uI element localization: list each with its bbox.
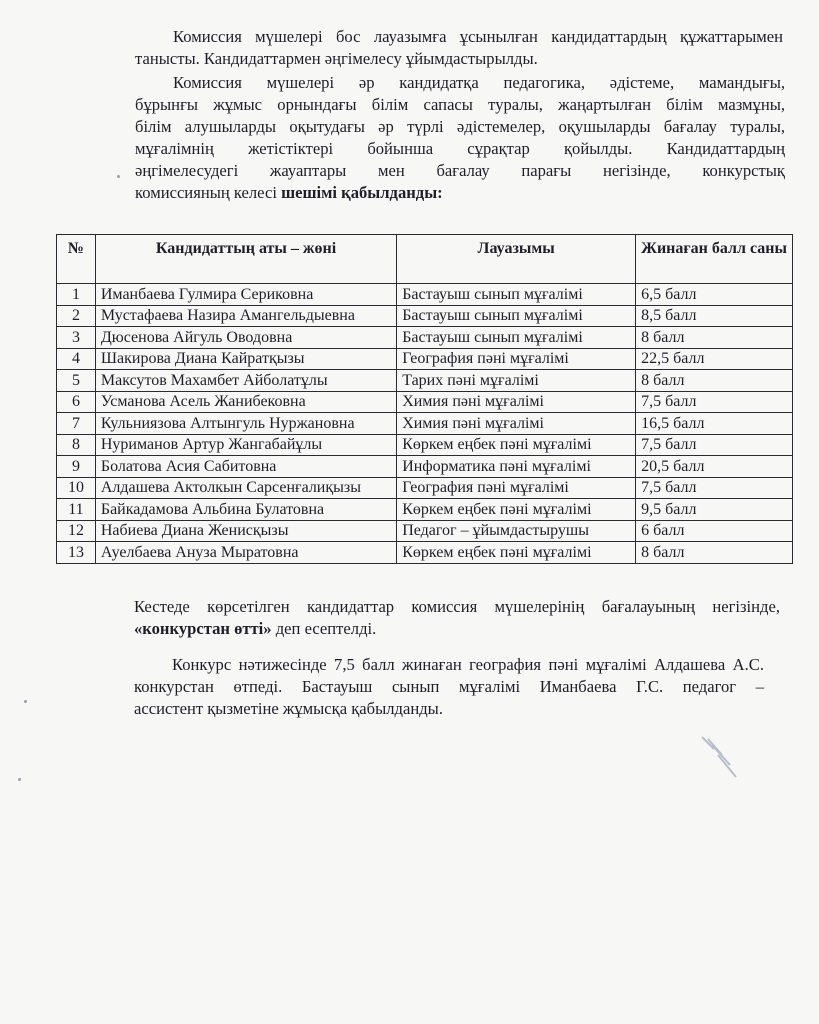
candidates-table (56, 234, 793, 564)
candidate-name: Набиева Диана Женисқызы (95, 520, 396, 542)
score: 6 балл (636, 520, 793, 542)
table-row (57, 434, 793, 456)
position: Бастауыш сынып мұғалімі (397, 284, 636, 306)
position: Химия пәні мұғалімі (397, 391, 636, 413)
score: 7,5 балл (636, 391, 793, 413)
table-row (57, 499, 793, 521)
row-number: 1 (57, 284, 96, 306)
scan-speck (24, 700, 27, 703)
candidate-name: Ауелбаева Ануза Мыратовна (95, 542, 396, 564)
score: 7,5 балл (636, 434, 793, 456)
position: Химия пәні мұғалімі (397, 413, 636, 435)
header-position: Лауазымы (397, 235, 636, 284)
score: 8 балл (636, 370, 793, 392)
candidate-name: Болатова Асия Сабитовна (95, 456, 396, 478)
text-line: Комиссия мүшелері әр кандидатқа педагогика, әдістеме, мамандығы, (173, 73, 785, 92)
table-row (57, 348, 793, 370)
candidate-name: Шакирова Диана Кайратқызы (95, 348, 396, 370)
table-row (57, 284, 793, 306)
score: 8 балл (636, 327, 793, 349)
intro-paragraph-2 (135, 72, 785, 204)
candidate-name: Алдашева Актолкын Сарсенғалиқызы (95, 477, 396, 499)
table-row (57, 542, 793, 564)
row-number: 10 (57, 477, 96, 499)
row-number: 3 (57, 327, 96, 349)
table-header-row (57, 235, 793, 284)
text-line: әңгімелесудегі жауаптары мен бағалау парағы негізінде, конкурстық (135, 161, 785, 180)
position: География пәні мұғалімі (397, 348, 636, 370)
row-number: 13 (57, 542, 96, 564)
text-line: конкурстан өтпеді. Бастауыш сынып мұғалімі Иманбаева Г.С. педагог – (134, 677, 764, 696)
score: 7,5 балл (636, 477, 793, 499)
header-candidate-name: Кандидаттың аты – жөні (95, 235, 396, 284)
pen-mark (700, 735, 740, 780)
position: Информатика пәні мұғалімі (397, 456, 636, 478)
table-row (57, 413, 793, 435)
candidate-name: Максутов Махамбет Айболатұлы (95, 370, 396, 392)
text-line: білім алушыларды оқытудағы әр түрлі әдістемелер, оқушыларды бағалау туралы, (135, 117, 785, 136)
row-number: 5 (57, 370, 96, 392)
row-number: 8 (57, 434, 96, 456)
candidate-name: Мустафаева Назира Амангельдыевна (95, 305, 396, 327)
text-line: ассистент қызметіне жұмысқа қабылданды. (134, 699, 443, 718)
position: Көркем еңбек пәні мұғалімі (397, 434, 636, 456)
table-row (57, 477, 793, 499)
score: 20,5 балл (636, 456, 793, 478)
score: 6,5 балл (636, 284, 793, 306)
score: 8,5 балл (636, 305, 793, 327)
table-row (57, 370, 793, 392)
row-number: 4 (57, 348, 96, 370)
row-number: 11 (57, 499, 96, 521)
table-row (57, 520, 793, 542)
table-row (57, 391, 793, 413)
conclusion-paragraph-1 (134, 596, 780, 640)
conclusion-paragraph-2 (134, 654, 764, 720)
text-line (135, 182, 785, 204)
text-line: Кестеде көрсетілген кандидаттар комиссия мүшелерінің бағалауының негізінде, (134, 597, 780, 616)
position: Тарих пәні мұғалімі (397, 370, 636, 392)
position: Көркем еңбек пәні мұғалімі (397, 499, 636, 521)
candidate-name: Нуриманов Артур Жангабайұлы (95, 434, 396, 456)
position: Бастауыш сынып мұғалімі (397, 305, 636, 327)
candidate-name: Байкадамова Альбина Булатовна (95, 499, 396, 521)
score: 8 балл (636, 542, 793, 564)
score: 9,5 балл (636, 499, 793, 521)
decision-prefix: комиссияның келесі (135, 183, 282, 202)
decision-bold: шешімі қабылданды: (281, 183, 443, 202)
scan-speck (18, 778, 21, 781)
candidate-name: Кульниязова Алтынгуль Нуржановна (95, 413, 396, 435)
text-line: Конкурс нәтижесінде 7,5 балл жинаған география пәні мұғалімі Алдашева А.С. (172, 655, 764, 674)
position: Бастауыш сынып мұғалімі (397, 327, 636, 349)
row-number: 12 (57, 520, 96, 542)
text-line: мұғалімнің жетістіктері бойынша сұрақтар қойылды. Кандидаттардың (135, 139, 785, 158)
candidate-name: Дюсенова Айгуль Оводовна (95, 327, 396, 349)
candidate-name: Усманова Асель Жанибековна (95, 391, 396, 413)
position: Педагог – ұйымдастырушы (397, 520, 636, 542)
row-number: 9 (57, 456, 96, 478)
header-number: № (57, 235, 96, 284)
text-line (134, 618, 780, 640)
candidate-name: Иманбаева Гулмира Сериковна (95, 284, 396, 306)
scan-speck (117, 175, 120, 178)
row-number: 2 (57, 305, 96, 327)
table-row (57, 327, 793, 349)
text-line: бұрынғы жұмыс орнындағы білім сапасы туралы, жаңартылған білім мазмұны, (135, 95, 785, 114)
table-row (57, 305, 793, 327)
score: 22,5 балл (636, 348, 793, 370)
row-number: 6 (57, 391, 96, 413)
passed-rest: деп есептелді. (271, 619, 377, 638)
position: География пәні мұғалімі (397, 477, 636, 499)
score: 16,5 балл (636, 413, 793, 435)
passed-bold: «конкурстан өтті» (134, 619, 272, 638)
text-line: танысты. Кандидаттармен әңгімелесу ұйымдастырылды. (135, 49, 538, 68)
header-score: Жинаған балл саны (636, 235, 793, 284)
text-line: Комиссия мүшелері бос лауазымға ұсынылған кандидаттардың құжаттарымен (173, 27, 783, 46)
intro-paragraph-1 (135, 26, 783, 70)
position: Көркем еңбек пәні мұғалімі (397, 542, 636, 564)
row-number: 7 (57, 413, 96, 435)
table-row (57, 456, 793, 478)
